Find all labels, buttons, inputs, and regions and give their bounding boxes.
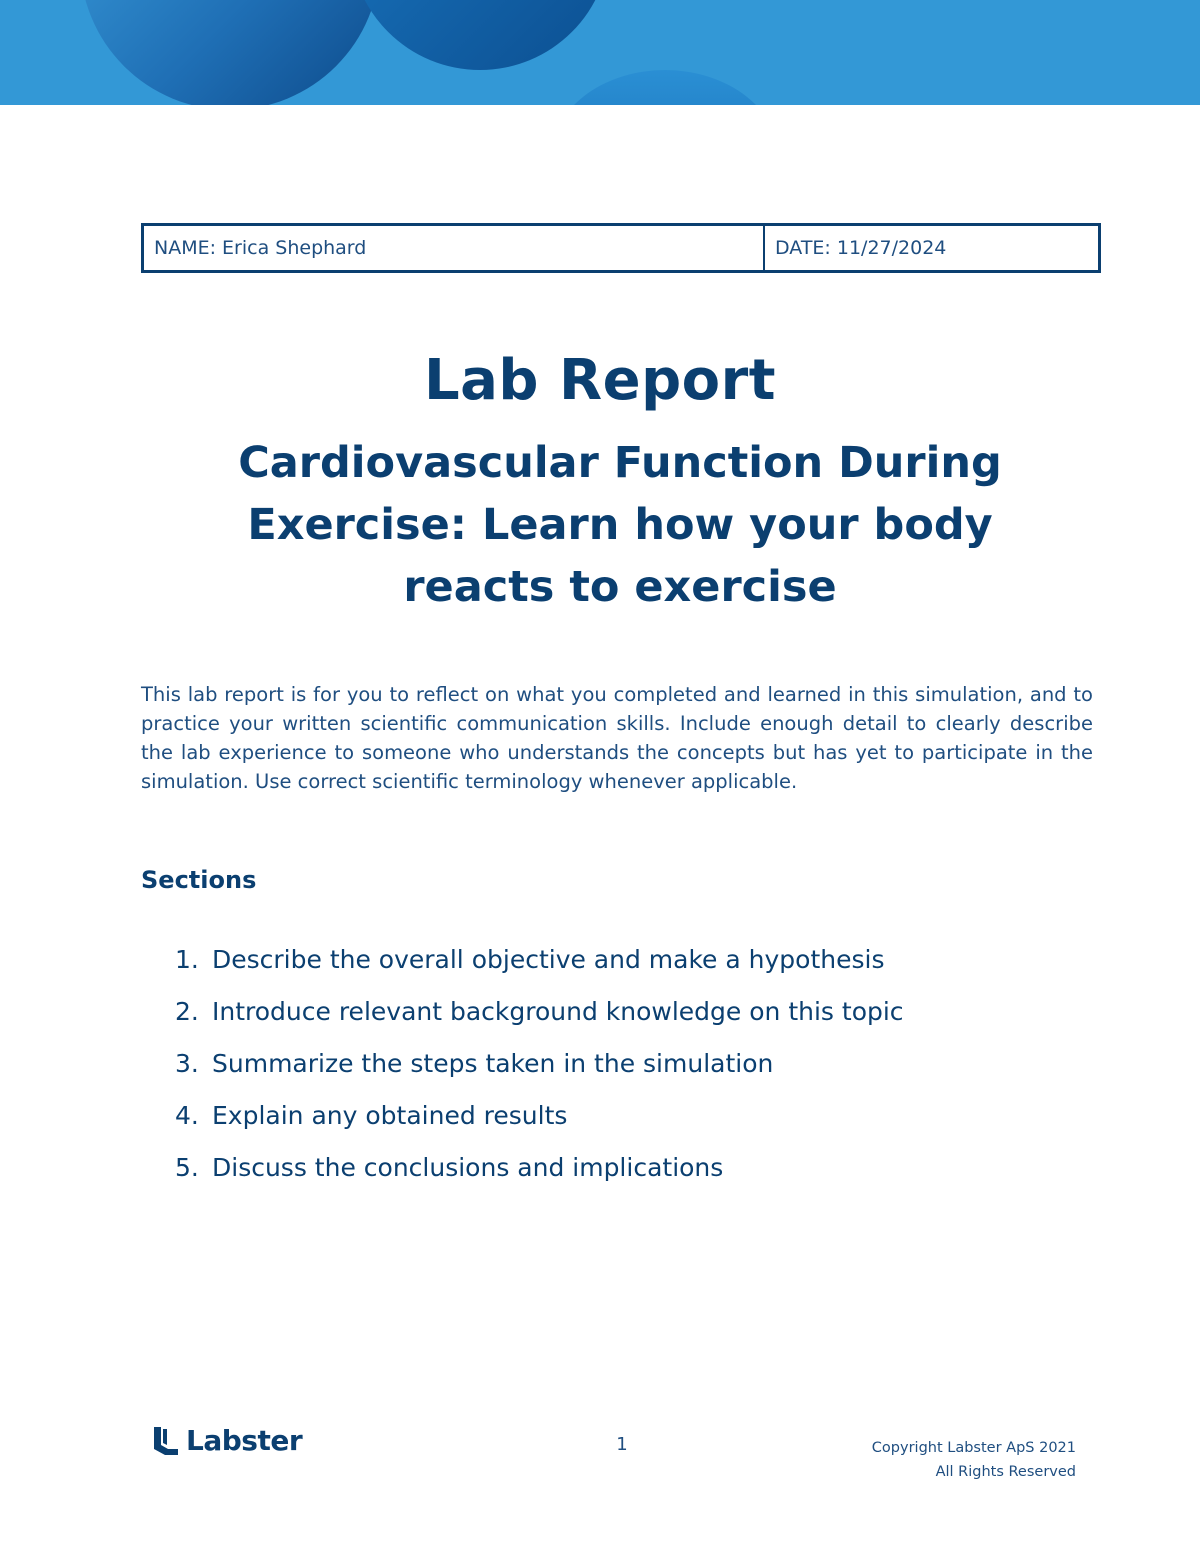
list-item-number: 3.: [175, 1049, 199, 1078]
list-item-number: 4.: [175, 1101, 199, 1130]
list-item-text: Introduce relevant background knowledge on this topic: [212, 997, 904, 1026]
sections-heading: Sections: [141, 866, 257, 894]
list-item-number: 5.: [175, 1153, 199, 1182]
list-item: [175, 1049, 904, 1101]
copyright-notice: [872, 1436, 1076, 1484]
list-item-number: 1.: [175, 945, 199, 974]
list-item-text: Discuss the conclusions and implications: [212, 1153, 724, 1182]
rights-line: All Rights Reserved: [935, 1464, 1076, 1480]
sections-list: [175, 945, 904, 1205]
name-field[interactable]: NAME: Erica Shephard: [144, 226, 765, 270]
page-number: 1: [616, 1434, 628, 1455]
list-item-text: Describe the overall objective and make a hypothesis: [212, 945, 885, 974]
labster-logo-text: Labster: [186, 1424, 303, 1457]
list-item-text: Summarize the steps taken in the simulation: [212, 1049, 774, 1078]
decorative-shapes: [0, 0, 1200, 105]
header-banner: [0, 0, 1200, 105]
date-field[interactable]: DATE: 11/27/2024: [775, 237, 947, 259]
labster-logo-icon: [152, 1425, 180, 1457]
copyright-line: Copyright Labster ApS 2021: [871, 1440, 1076, 1456]
list-item: [175, 1101, 904, 1153]
page-subtitle: Cardiovascular Function During Exercise: Learn how your body reacts to exercise: [238, 438, 1002, 612]
list-item-number: 2.: [175, 997, 199, 1026]
list-item: [175, 997, 904, 1049]
page-title: Lab Report: [423, 348, 777, 413]
list-item: [175, 945, 904, 997]
list-item: [175, 1153, 904, 1205]
name-date-table: [141, 223, 1101, 273]
labster-logo: [152, 1424, 302, 1457]
intro-paragraph: This lab report is for you to reflect on what you completed and learned in this simulation, and to practice your written scientific communication skills. Include enough detail to clearly describe the lab experience to someone who understands the concepts but has yet to participate in the simulation. Use correct scientific terminology whenever applicable.: [141, 683, 1093, 793]
list-item-text: Explain any obtained results: [212, 1101, 568, 1130]
